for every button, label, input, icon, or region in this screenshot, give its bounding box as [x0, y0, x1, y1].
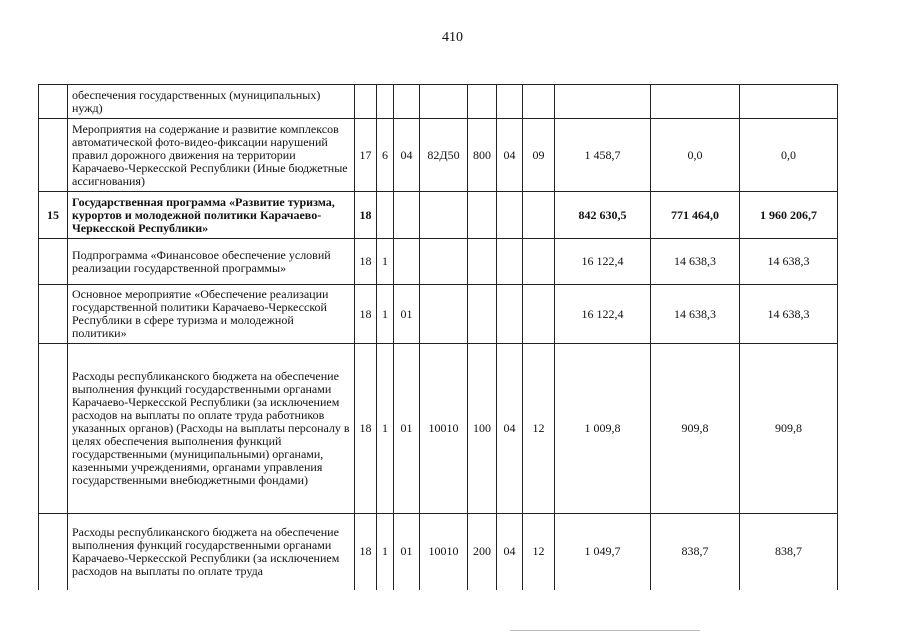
table-row [39, 85, 838, 119]
code-cell [497, 285, 523, 344]
amount-cell: 14 638,3 [740, 239, 838, 285]
code-cell [523, 85, 555, 119]
amount-cell: 842 630,5 [555, 192, 651, 239]
code-cell: 200 [468, 514, 497, 590]
code-cell [468, 85, 497, 119]
row-index [39, 285, 68, 344]
amount-cell: 0,0 [651, 119, 740, 192]
code-cell [468, 192, 497, 239]
code-cell [394, 85, 420, 119]
table-row [39, 239, 838, 285]
code-cell [523, 285, 555, 344]
code-cell: 01 [394, 514, 420, 590]
amount-cell: 771 464,0 [651, 192, 740, 239]
row-index: 15 [39, 192, 68, 239]
code-cell [497, 239, 523, 285]
code-cell: 18 [355, 514, 377, 590]
code-cell: 18 [355, 192, 377, 239]
row-name: Подпрограмма «Финансовое обеспечение условий реализации государственной программы» [68, 239, 355, 285]
amount-cell: 14 638,3 [740, 285, 838, 344]
amount-cell: 14 638,3 [651, 285, 740, 344]
code-cell: 6 [377, 119, 394, 192]
row-index [39, 85, 68, 119]
code-cell: 1 [377, 514, 394, 590]
amount-cell: 0,0 [740, 119, 838, 192]
table-row [39, 119, 838, 192]
row-name: Основное мероприятие «Обеспечение реализации государственной политики Карачаево-Черкесской Республики в сфере туризма и молодежной политики» [68, 285, 355, 344]
amount-cell: 909,8 [740, 344, 838, 514]
code-cell [468, 239, 497, 285]
code-cell [523, 192, 555, 239]
code-cell [377, 85, 394, 119]
row-name: обеспечения государственных (муниципальных) нужд) [68, 85, 355, 119]
code-cell: 10010 [420, 514, 468, 590]
code-cell: 09 [523, 119, 555, 192]
code-cell: 04 [497, 344, 523, 514]
code-cell [420, 239, 468, 285]
code-cell: 12 [523, 344, 555, 514]
code-cell [420, 85, 468, 119]
code-cell [468, 285, 497, 344]
row-index [39, 514, 68, 590]
code-cell: 01 [394, 344, 420, 514]
code-cell [497, 85, 523, 119]
code-cell: 18 [355, 239, 377, 285]
amount-cell: 838,7 [740, 514, 838, 590]
amount-cell [740, 85, 838, 119]
code-cell [355, 85, 377, 119]
code-cell: 1 [377, 285, 394, 344]
table-row [39, 344, 838, 514]
code-cell: 1 [377, 239, 394, 285]
code-cell [394, 239, 420, 285]
code-cell: 18 [355, 344, 377, 514]
scan-artifact-line [510, 630, 700, 631]
code-cell: 01 [394, 285, 420, 344]
code-cell: 800 [468, 119, 497, 192]
row-name: Государственная программа «Развитие туризма, курортов и молодежной политики Карачаево-Черкесской Республики» [68, 192, 355, 239]
row-name: Расходы республиканского бюджета на обеспечение выполнения функций государственными органами Карачаево-Черкесской Республики (за исключением расходов на выплаты по оплате труда работников указанных органов) (Расходы на выплаты персоналу в целях обеспечения выполнения функций государственными (муниципальными) органами, казенными учреждениями, органами управления государственными внебюджетными фондами) [68, 344, 355, 514]
row-name: Мероприятия на содержание и развитие комплексов автоматической фото-видео-фиксации нарушений правил дорожного движения на территории Карачаево-Черкесской Республики (Иные бюджетные ассигнования) [68, 119, 355, 192]
code-cell [420, 192, 468, 239]
amount-cell: 14 638,3 [651, 239, 740, 285]
code-cell: 12 [523, 514, 555, 590]
code-cell [523, 239, 555, 285]
code-cell: 04 [497, 119, 523, 192]
code-cell [377, 192, 394, 239]
amount-cell: 16 122,4 [555, 285, 651, 344]
amount-cell [555, 85, 651, 119]
row-index [39, 239, 68, 285]
code-cell [497, 192, 523, 239]
code-cell [394, 192, 420, 239]
amount-cell: 838,7 [651, 514, 740, 590]
code-cell: 17 [355, 119, 377, 192]
row-name: Расходы республиканского бюджета на обеспечение выполнения функций государственными органами Карачаево-Черкесской Республики (за исключением расходов на выплаты по оплате труда [68, 514, 355, 590]
table-row [39, 514, 838, 590]
code-cell: 100 [468, 344, 497, 514]
amount-cell: 1 009,8 [555, 344, 651, 514]
budget-table [38, 84, 838, 590]
table-row [39, 285, 838, 344]
code-cell: 04 [394, 119, 420, 192]
amount-cell [651, 85, 740, 119]
amount-cell: 909,8 [651, 344, 740, 514]
amount-cell: 1 458,7 [555, 119, 651, 192]
code-cell: 1 [377, 344, 394, 514]
code-cell: 82Д50 [420, 119, 468, 192]
code-cell: 10010 [420, 344, 468, 514]
table-row [39, 192, 838, 239]
row-index [39, 344, 68, 514]
row-index [39, 119, 68, 192]
amount-cell: 1 960 206,7 [740, 192, 838, 239]
page-number: 410 [442, 30, 463, 45]
amount-cell: 16 122,4 [555, 239, 651, 285]
code-cell: 04 [497, 514, 523, 590]
code-cell: 18 [355, 285, 377, 344]
amount-cell: 1 049,7 [555, 514, 651, 590]
code-cell [420, 285, 468, 344]
